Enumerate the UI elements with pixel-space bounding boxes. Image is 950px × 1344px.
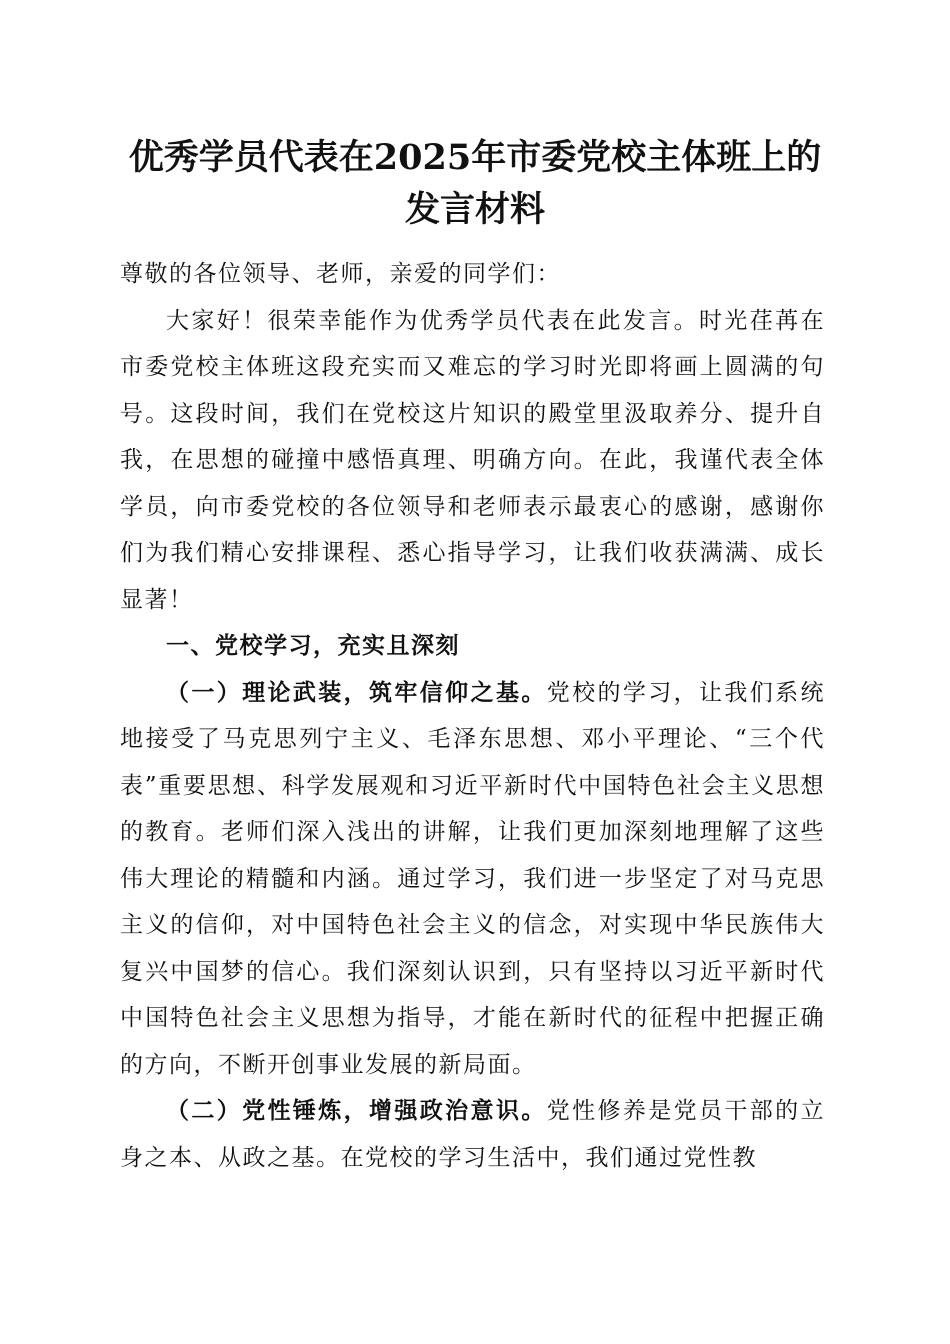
subsection-1-text: 党校的学习，让我们系统地接受了马克思列宁主义、毛泽东思想、邓小平理论、“三个代表”重要思想、科学发展观和习近平新时代中国特色社会主义思想的教育。老师们深入浅出的讲解，让我们更加深刻地理解了这些伟大理论的精髓和内涵。通过学习，我们进一步坚定了对马克思主义的信仰，对中国特色社会主义的信念，对实现中华民族伟大复兴中国梦的信心。我们深刻认识到，只有坚持以习近平新时代中国特色社会主义思想为指导，才能在新时代的征程中把握正确的方向，不断开创事业发展的新局面。 — [120, 679, 826, 1078]
subsection-2-text: 党性修养是党员干部的立身之本、从政之基。在党校的学习生活中，我们通过党性教 — [120, 1098, 826, 1171]
subsection-1-paragraph — [120, 670, 825, 1089]
document-body — [120, 251, 825, 1181]
title-line-2: 发言材料 — [404, 189, 545, 230]
title-line-1: 优秀学员代表在2025年市委党校主体班上的 — [128, 137, 822, 178]
subsection-2-paragraph — [120, 1088, 825, 1181]
section-heading-1: 一、党校学习，充实且深刻 — [166, 633, 460, 659]
subsection-2-lead: （二）党性锤炼，增强政治意识。 — [166, 1097, 547, 1124]
salutation: 尊敬的各位领导、老师，亲爱的同学们： — [120, 261, 561, 287]
paragraph-opening: 大家好！很荣幸能作为优秀学员代表在此发言。时光荏苒在市委党校主体班这段充实而又难忘的学习时光即将画上圆满的句号。这段时间，我们在党校这片知识的殿堂里汲取养分、提升自我，在思想的碰撞中感悟真理、明确方向。在此，我谨代表全体学员，向市委党校的各位领导和老师表示最衷心的感谢，感谢你们为我们精心安排课程、悉心指导学习，让我们收获满满、成长显著！ — [120, 307, 825, 613]
subsection-1-lead: （一）理论武装，筑牢信仰之基。 — [166, 678, 547, 706]
document-title — [110, 132, 840, 236]
